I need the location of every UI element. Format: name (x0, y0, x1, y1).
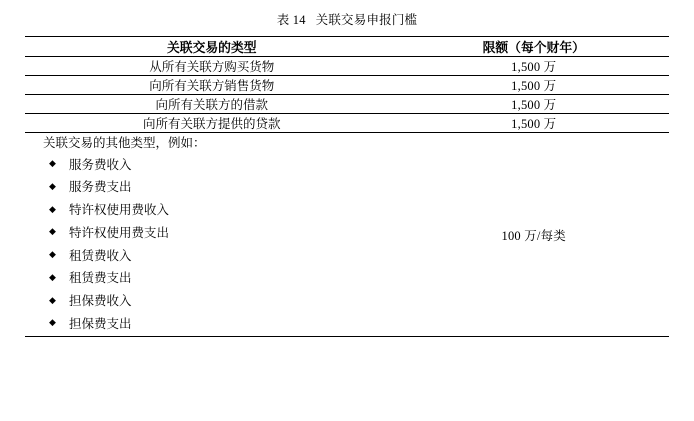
other-types-cell (25, 133, 399, 337)
bullet-icon: ◆ (49, 249, 56, 259)
header-cell-type: 关联交易的类型 (25, 37, 399, 57)
cell-amount: 1,500 万 (399, 76, 669, 95)
cell-type: 向所有关联方的借款 (25, 95, 399, 114)
table-header-row (25, 37, 669, 57)
bullet-icon: ◆ (49, 180, 56, 191)
list-item-label: 特许权使用费支出 (69, 225, 170, 240)
cell-type: 向所有关联方销售货物 (25, 76, 399, 95)
list-item (25, 313, 399, 336)
other-types-list (25, 154, 399, 336)
list-item (25, 200, 399, 223)
cell-type: 从所有关联方购买货物 (25, 57, 399, 76)
other-types-title: 关联交易的其他类型，例如： (43, 136, 206, 150)
list-item-label: 服务费收入 (69, 157, 132, 172)
bullet-icon: ◆ (49, 203, 56, 214)
cell-type: 向所有关联方提供的贷款 (25, 114, 399, 133)
header-cell-amount: 限额（每个财年） (399, 37, 669, 57)
table-caption-text: 关联交易申报门槛 (315, 13, 418, 27)
cell-amount: 1,500 万 (399, 95, 669, 114)
table-caption (0, 10, 694, 28)
list-item (25, 154, 399, 177)
table-row (25, 114, 669, 133)
bullet-icon: ◆ (49, 158, 56, 168)
cell-amount: 1,500 万 (399, 57, 669, 76)
list-item-label: 担保费收入 (69, 294, 132, 308)
list-item (25, 268, 399, 291)
related-party-threshold-table (25, 36, 669, 336)
list-item-label: 租赁费收入 (69, 248, 132, 263)
cell-amount-other: 100 万/每类 (501, 228, 566, 243)
table-row (25, 57, 669, 76)
list-item-label: 服务费支出 (69, 180, 132, 195)
list-item (25, 177, 399, 200)
list-item (25, 291, 399, 314)
table-caption-number: 表 14 (276, 13, 306, 27)
cell-amount: 1,500 万 (399, 114, 669, 133)
bullet-icon: ◆ (49, 317, 56, 328)
table-row (25, 95, 669, 114)
list-item (25, 222, 399, 245)
table-bottom-rule (25, 336, 669, 337)
list-item-label: 租赁费支出 (69, 271, 132, 286)
table-row (25, 76, 669, 95)
bullet-icon: ◆ (49, 226, 56, 237)
bullet-icon: ◆ (49, 294, 56, 305)
table-row-other-types (25, 133, 669, 337)
list-item-label: 担保费支出 (69, 316, 132, 331)
list-item (25, 245, 399, 268)
bullet-icon: ◆ (49, 271, 56, 282)
document-page (0, 10, 694, 421)
list-item-label: 特许权使用费收入 (69, 203, 170, 217)
